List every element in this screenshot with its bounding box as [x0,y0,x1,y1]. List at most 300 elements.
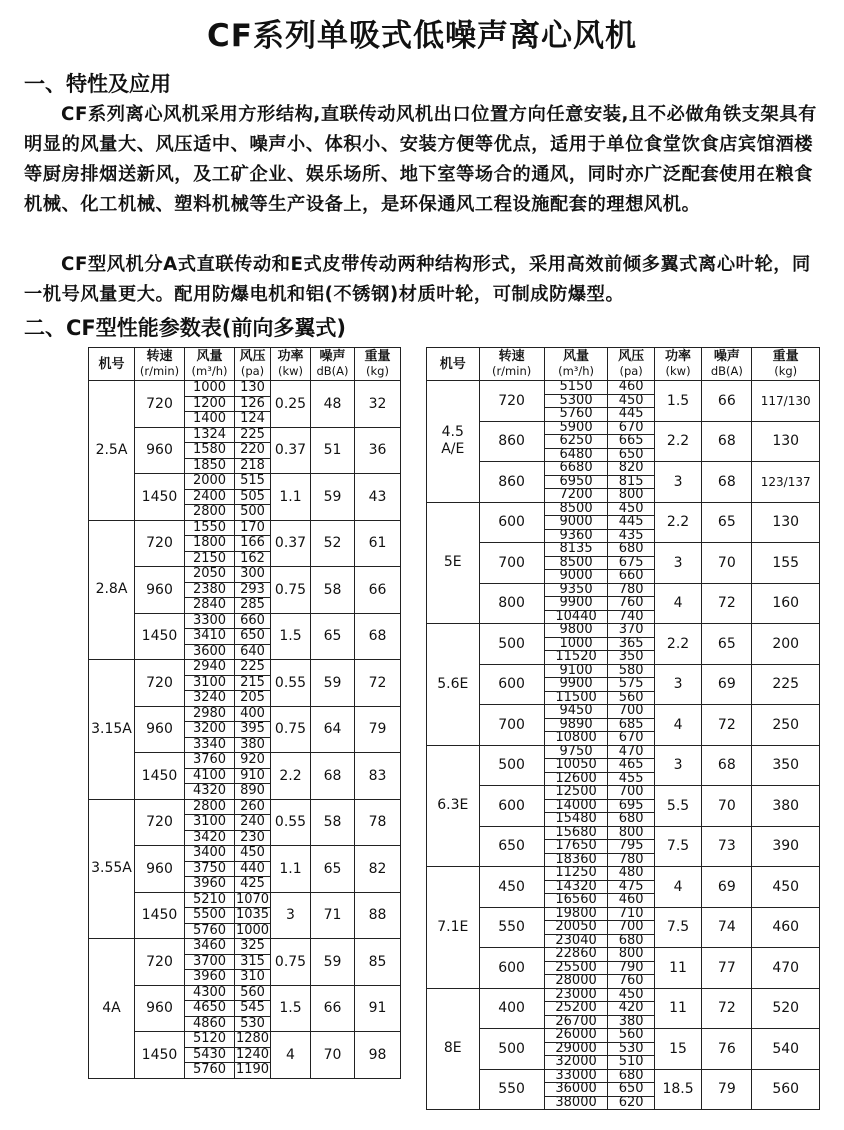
pressure-cell: 460 [608,894,654,908]
pressure-cell: 460 [608,381,654,395]
pressure-cell: 920 [235,753,271,769]
pressure-cell: 650 [608,1083,654,1097]
airflow-cell: 25500 [544,961,608,975]
table-row [89,985,401,1001]
table-row [89,427,401,443]
weight-cell: 83 [355,753,401,800]
table-header-row [89,348,401,381]
column-header-unit: (r/min) [139,364,180,378]
pressure-cell: 420 [608,1002,654,1016]
airflow-cell: 9360 [544,529,608,543]
airflow-cell: 5300 [544,394,608,408]
weight-cell: 460 [752,907,820,948]
speed-cell: 960 [135,706,185,753]
pressure-cell: 660 [235,613,271,629]
column-header-unit: (kw) [277,364,304,378]
table-row [89,892,401,908]
airflow-cell: 33000 [544,1069,608,1083]
pressure-cell: 225 [235,427,271,443]
power-cell: 1.5 [654,381,702,422]
airflow-cell: 26000 [544,1029,608,1043]
pressure-cell: 515 [235,474,271,490]
pressure-cell: 650 [235,629,271,645]
airflow-cell: 3600 [185,644,235,660]
airflow-cell: 5210 [185,892,235,908]
table-row [427,705,820,719]
pressure-cell: 124 [235,412,271,428]
airflow-cell: 5760 [544,408,608,422]
airflow-cell: 6480 [544,448,608,462]
model-cell: 2.5A [89,381,135,521]
airflow-cell: 3460 [185,939,235,955]
column-header [608,348,654,381]
pressure-cell: 1070 [235,892,270,907]
airflow-cell: 9890 [544,718,608,732]
weight-cell: 61 [355,520,401,567]
table-row [427,421,820,435]
pressure-cell: 166 [235,536,271,552]
airflow-cell: 2400 [185,489,235,505]
noise-cell: 59 [311,474,355,521]
pressure-cell: 780 [608,583,654,597]
pressure-cell: 1000 [235,923,270,938]
weight-cell: 130 [752,502,820,543]
pressure-cell: 440 [235,861,271,877]
airflow-cell: 1400 [185,412,235,428]
pressure-cell: 680 [608,543,654,557]
column-header-unit: (kg) [774,364,798,378]
speed-cell: 720 [135,381,185,428]
airflow-cell: 4320 [185,784,235,800]
airflow-cell: 11250 [544,867,608,881]
airflow-cell: 2800 [185,799,235,815]
table-row [89,613,401,629]
airflow-cell: 8500 [544,556,608,570]
noise-cell: 65 [311,846,355,893]
airflow-cell: 3100 [185,675,235,691]
pressure-cell: 665 [608,435,654,449]
pressure-cell: 215 [235,675,271,691]
airflow-cell: 3300 [185,613,235,629]
table-row [427,1069,820,1083]
pressure-cell: 475 [608,880,654,894]
airflow-cell: 3200 [185,722,235,738]
table-row [427,867,820,881]
table-row [89,753,401,769]
table-row [89,846,401,862]
pressure-cell: 710 [608,907,654,921]
power-cell: 4 [654,705,702,746]
airflow-cell: 2050 [185,567,235,583]
column-header-unit: (m³/h) [558,364,595,378]
airflow-cell: 16560 [544,894,608,908]
table-row [427,948,820,962]
table-row [427,462,820,476]
airflow-cell: 3700 [185,954,235,970]
column-header-name: 噪声 [319,349,346,364]
power-cell: 0.75 [271,706,311,753]
airflow-cell: 10050 [544,759,608,773]
column-header [235,348,271,381]
weight-cell: 82 [355,846,401,893]
pressure-cell: 505 [235,489,271,505]
pressure-cell: 240 [235,815,271,831]
power-cell: 2.2 [654,502,702,543]
pressure-cell: 890 [235,784,271,800]
airflow-cell: 3420 [185,830,235,846]
power-cell: 4 [654,867,702,908]
column-header-name: 重量 [772,349,799,364]
speed-cell: 450 [479,867,544,908]
model-cell: 5.6E [427,624,480,746]
column-header [544,348,608,381]
column-header-name: 功率 [665,349,692,364]
pressure-cell: 220 [235,443,271,459]
pressure-cell: 170 [235,520,271,536]
airflow-cell: 1200 [185,396,235,412]
pressure-cell: 560 [235,985,271,1001]
weight-cell: 520 [752,988,820,1029]
column-header [752,348,820,381]
weight-cell: 225 [752,664,820,705]
speed-cell: 400 [479,988,544,1029]
weight-cell: 470 [752,948,820,989]
column-header-unit: (m³/h) [191,364,228,378]
power-cell: 4 [654,583,702,624]
pressure-cell: 685 [608,718,654,732]
airflow-cell: 5120 [185,1032,235,1048]
pressure-cell: 500 [235,505,271,521]
table-row [89,939,401,955]
power-cell: 2.2 [271,753,311,800]
weight-cell: 66 [355,567,401,614]
section2-heading: 二、CF型性能参数表(前向多翼式) [24,316,346,340]
airflow-cell: 5150 [544,381,608,395]
speed-cell: 500 [479,745,544,786]
table-row [427,745,820,759]
power-cell: 2.2 [654,421,702,462]
pressure-cell: 780 [608,853,654,867]
noise-cell: 48 [311,381,355,428]
airflow-cell: 3240 [185,691,235,707]
airflow-cell: 25200 [544,1002,608,1016]
airflow-cell: 1324 [185,427,235,443]
pressure-cell: 225 [235,660,271,676]
airflow-cell: 1000 [544,637,608,651]
column-header-name: 风量 [196,349,223,364]
airflow-cell: 5900 [544,421,608,435]
column-header-name: 机号 [98,356,125,372]
weight-cell: 390 [752,826,820,867]
weight-cell: 36 [355,427,401,474]
speed-cell: 860 [479,421,544,462]
weight-cell: 43 [355,474,401,521]
pressure-cell: 380 [235,737,271,753]
performance-table-left [88,347,401,1079]
airflow-cell: 3960 [185,970,235,986]
table-row [89,381,401,397]
noise-cell: 52 [311,520,355,567]
power-cell: 0.75 [271,939,311,986]
noise-cell: 68 [311,753,355,800]
noise-cell: 70 [702,786,752,827]
airflow-cell: 22860 [544,948,608,962]
pressure-cell: 445 [608,408,654,422]
weight-cell: 155 [752,543,820,584]
noise-cell: 51 [311,427,355,474]
speed-cell: 1450 [135,753,185,800]
pressure-cell: 205 [235,691,271,707]
power-cell: 0.55 [271,660,311,707]
column-header-name: 机号 [439,356,466,372]
noise-cell: 71 [311,892,355,939]
airflow-cell: 3760 [185,753,235,769]
power-cell: 11 [654,948,702,989]
airflow-cell: 9100 [544,664,608,678]
airflow-cell: 19800 [544,907,608,921]
pressure-cell: 325 [235,939,271,955]
table-row [427,624,820,638]
airflow-cell: 3340 [185,737,235,753]
airflow-cell: 4300 [185,985,235,1001]
airflow-cell: 14320 [544,880,608,894]
pressure-cell: 670 [608,732,654,746]
weight-cell: 160 [752,583,820,624]
speed-cell: 720 [135,799,185,846]
table-row [427,1029,820,1043]
noise-cell: 69 [702,664,752,705]
power-cell: 1.1 [271,846,311,893]
section1-heading: 一、特性及应用 [24,72,171,96]
column-header [271,348,311,381]
weight-cell: 450 [752,867,820,908]
airflow-cell: 10440 [544,610,608,624]
speed-cell: 600 [479,664,544,705]
pressure-cell: 530 [608,1042,654,1056]
airflow-cell: 3100 [185,815,235,831]
column-header-name: 功率 [277,349,304,364]
noise-cell: 66 [702,381,752,422]
airflow-cell: 2980 [185,706,235,722]
column-header-unit: (pa) [619,364,643,378]
airflow-cell: 2150 [185,551,235,567]
pressure-cell: 130 [235,381,271,397]
pressure-cell: 910 [235,768,271,784]
noise-cell: 65 [311,613,355,660]
column-header [427,348,480,381]
table-row [427,907,820,921]
pressure-cell: 300 [235,567,271,583]
airflow-cell: 9900 [544,597,608,611]
pressure-cell: 560 [608,1029,654,1043]
airflow-cell: 1800 [185,536,235,552]
column-header-name: 风量 [563,349,590,364]
column-header-name: 重量 [364,349,391,364]
noise-cell: 72 [702,583,752,624]
noise-cell: 74 [702,907,752,948]
pressure-cell: 700 [608,786,654,800]
pressure-cell: 470 [608,745,654,759]
airflow-cell: 5500 [185,908,235,924]
speed-cell: 500 [479,1029,544,1070]
pressure-cell: 560 [608,691,654,705]
table-row [427,543,820,557]
power-cell: 0.75 [271,567,311,614]
pressure-cell: 162 [235,551,271,567]
pressure-cell: 695 [608,799,654,813]
airflow-cell: 1550 [185,520,235,536]
performance-table-right [426,347,820,1110]
pressure-cell: 480 [608,867,654,881]
speed-cell: 600 [479,948,544,989]
airflow-cell: 3410 [185,629,235,645]
weight-cell: 130 [752,421,820,462]
noise-cell: 77 [702,948,752,989]
power-cell: 7.5 [654,907,702,948]
airflow-cell: 20050 [544,921,608,935]
table-row [427,786,820,800]
noise-cell: 66 [311,985,355,1032]
weight-cell: 200 [752,624,820,665]
pressure-cell: 435 [608,529,654,543]
airflow-cell: 9750 [544,745,608,759]
column-header-unit: dB(A) [316,364,349,378]
pressure-cell: 293 [235,582,271,598]
airflow-cell: 7200 [544,489,608,503]
column-header-name: 风压 [239,349,266,364]
column-header-name: 转速 [146,349,173,364]
airflow-cell: 4650 [185,1001,235,1017]
column-header-unit: (kg) [366,364,389,378]
power-cell: 1.1 [271,474,311,521]
power-cell: 11 [654,988,702,1029]
pressure-cell: 230 [235,830,271,846]
column-header-unit: dB(A) [710,364,743,378]
pressure-cell: 1280 [235,1031,270,1046]
speed-cell: 720 [479,381,544,422]
airflow-cell: 23000 [544,988,608,1002]
pressure-cell: 350 [608,651,654,665]
airflow-cell: 4100 [185,768,235,784]
pressure-cell: 815 [608,475,654,489]
noise-cell: 64 [311,706,355,753]
model-cell: 4.5 A/E [427,381,480,503]
pressure-cell: 455 [608,772,654,786]
column-header-unit: (kw) [665,364,691,378]
pressure-cell: 680 [608,813,654,827]
power-cell: 0.55 [271,799,311,846]
speed-cell: 860 [479,462,544,503]
power-cell: 3 [271,892,311,939]
weight-cell: 540 [752,1029,820,1070]
table-row [89,799,401,815]
column-header-name: 噪声 [713,349,740,364]
weight-cell: 72 [355,660,401,707]
speed-cell: 960 [135,846,185,893]
model-cell: 6.3E [427,745,480,867]
speed-cell: 700 [479,543,544,584]
noise-cell: 76 [702,1029,752,1070]
table-row [427,502,820,516]
table-row [427,381,820,395]
weight-cell: 68 [355,613,401,660]
pressure-cell: 450 [608,988,654,1002]
airflow-cell: 38000 [544,1096,608,1110]
pressure-cell: 315 [235,954,271,970]
column-header-name: 转速 [498,349,525,364]
airflow-cell: 9350 [544,583,608,597]
pressure-cell: 395 [235,722,271,738]
column-header [89,348,135,381]
weight-cell: 350 [752,745,820,786]
pressure-cell: 1190 [235,1062,270,1077]
pressure-cell: 450 [608,502,654,516]
pressure-cell: 700 [608,705,654,719]
column-header [479,348,544,381]
power-cell: 3 [654,462,702,503]
pressure-cell: 680 [608,934,654,948]
table-header-row [427,348,820,381]
table-row [427,826,820,840]
pressure-cell: 445 [608,516,654,530]
noise-cell: 72 [702,988,752,1029]
noise-cell: 68 [702,462,752,503]
noise-cell: 79 [702,1069,752,1110]
airflow-cell: 15680 [544,826,608,840]
airflow-cell: 2380 [185,582,235,598]
airflow-cell: 14000 [544,799,608,813]
speed-cell: 650 [479,826,544,867]
pressure-cell: 575 [608,678,654,692]
airflow-cell: 10800 [544,732,608,746]
pressure-cell: 800 [608,489,654,503]
model-cell: 3.15A [89,660,135,800]
weight-cell: 560 [752,1069,820,1110]
airflow-cell: 3960 [185,877,235,893]
airflow-cell: 29000 [544,1042,608,1056]
table-row [89,474,401,490]
speed-cell: 960 [135,985,185,1032]
speed-cell: 1450 [135,892,185,939]
airflow-cell: 36000 [544,1083,608,1097]
weight-cell: 123/137 [752,462,820,503]
airflow-cell: 3750 [185,861,235,877]
column-header-unit: (r/min) [491,364,532,378]
table-row [89,520,401,536]
speed-cell: 1450 [135,613,185,660]
airflow-cell: 5760 [185,1063,235,1079]
airflow-cell: 4860 [185,1016,235,1032]
pressure-cell: 760 [608,597,654,611]
pressure-cell: 425 [235,877,271,893]
airflow-cell: 11500 [544,691,608,705]
power-cell: 0.25 [271,381,311,428]
airflow-cell: 1850 [185,458,235,474]
column-header [355,348,401,381]
pressure-cell: 675 [608,556,654,570]
power-cell: 18.5 [654,1069,702,1110]
pressure-cell: 800 [608,826,654,840]
airflow-cell: 9900 [544,678,608,692]
model-cell: 4A [89,939,135,1079]
noise-cell: 58 [311,799,355,846]
column-header-unit: (pa) [240,364,265,378]
speed-cell: 960 [135,567,185,614]
pressure-cell: 310 [235,970,271,986]
model-cell: 3.55A [89,799,135,939]
pressure-cell: 800 [608,948,654,962]
pressure-cell: 670 [608,421,654,435]
